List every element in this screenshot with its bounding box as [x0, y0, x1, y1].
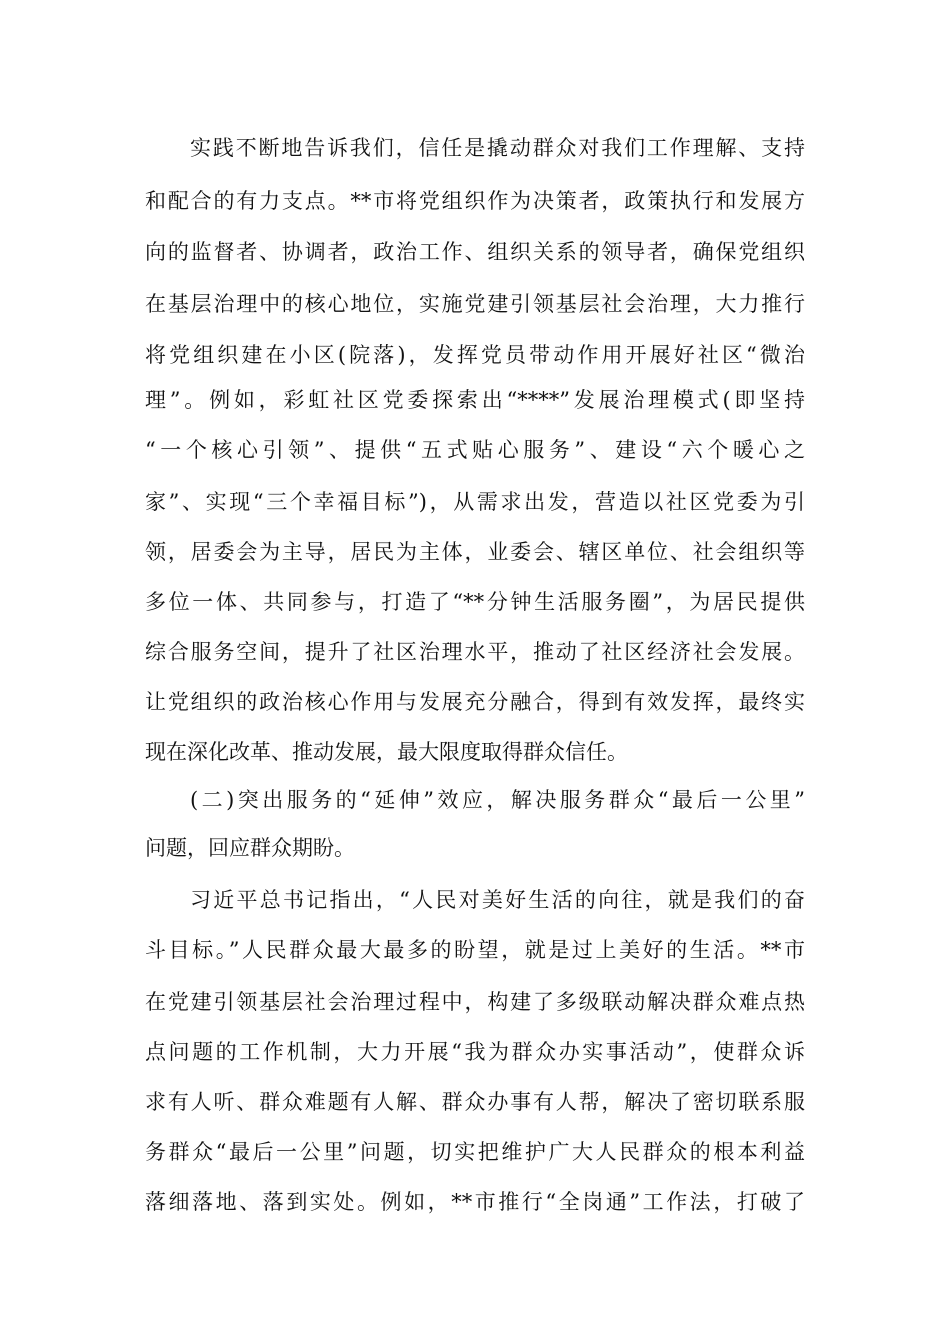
- paragraph-line: 斗目标。”人民群众最大最多的盼望，就是过上美好的生活。**市: [145, 938, 805, 962]
- paragraph-line: 综合服务空间，提升了社区治理水平，推动了社区经济社会发展。: [145, 640, 805, 664]
- paragraph-line: 多位一体、共同参与，打造了“**分钟生活服务圈”，为居民提供: [145, 590, 805, 614]
- paragraph-line: “一个核心引领”、提供“五式贴心服务”、建设“六个暖心之: [145, 438, 805, 462]
- section-heading-line: (二)突出服务的“延伸”效应，解决服务群众“最后一公里”: [190, 788, 805, 812]
- paragraph-line: 实践不断地告诉我们，信任是撬动群众对我们工作理解、支持: [190, 136, 805, 160]
- paragraph-line: 现在深化改革、推动发展，最大限度取得群众信任。: [145, 740, 628, 764]
- paragraph-line: 在基层治理中的核心地位，实施党建引领基层社会治理，大力推行: [145, 292, 805, 316]
- paragraph-line: 家”、实现“三个幸福目标”)，从需求出发，营造以社区党委为引: [145, 490, 805, 514]
- section-heading-line: 问题，回应群众期盼。: [145, 836, 355, 860]
- paragraph-line: 让党组织的政治核心作用与发展充分融合，得到有效发挥，最终实: [145, 690, 805, 714]
- paragraph-line: 点问题的工作机制，大力开展“我为群众办实事活动”，使群众诉: [145, 1040, 805, 1064]
- paragraph-line: 理”。例如，彩虹社区党委探索出“****”发展治理模式(即坚持: [145, 388, 805, 412]
- paragraph-line: 和配合的有力支点。**市将党组织作为决策者，政策执行和发展方: [145, 189, 805, 213]
- paragraph-line: 习近平总书记指出，“人民对美好生活的向往，就是我们的奋: [190, 888, 805, 912]
- paragraph-line: 求有人听、群众难题有人解、群众办事有人帮，解决了密切联系服: [145, 1090, 805, 1114]
- paragraph-line: 向的监督者、协调者，政治工作、组织关系的领导者，确保党组织: [145, 240, 805, 264]
- paragraph-line: 务群众“最后一公里”问题，切实把维护广大人民群众的根本利益: [145, 1140, 805, 1164]
- paragraph-line: 领，居委会为主导，居民为主体，业委会、辖区单位、社会组织等: [145, 540, 805, 564]
- paragraph-line: 在党建引领基层社会治理过程中，构建了多级联动解决群众难点热: [145, 990, 805, 1014]
- paragraph-line: 落细落地、落到实处。例如，**市推行“全岗通”工作法，打破了: [145, 1190, 805, 1214]
- paragraph-line: 将党组织建在小区(院落)，发挥党员带动作用开展好社区“微治: [145, 343, 805, 367]
